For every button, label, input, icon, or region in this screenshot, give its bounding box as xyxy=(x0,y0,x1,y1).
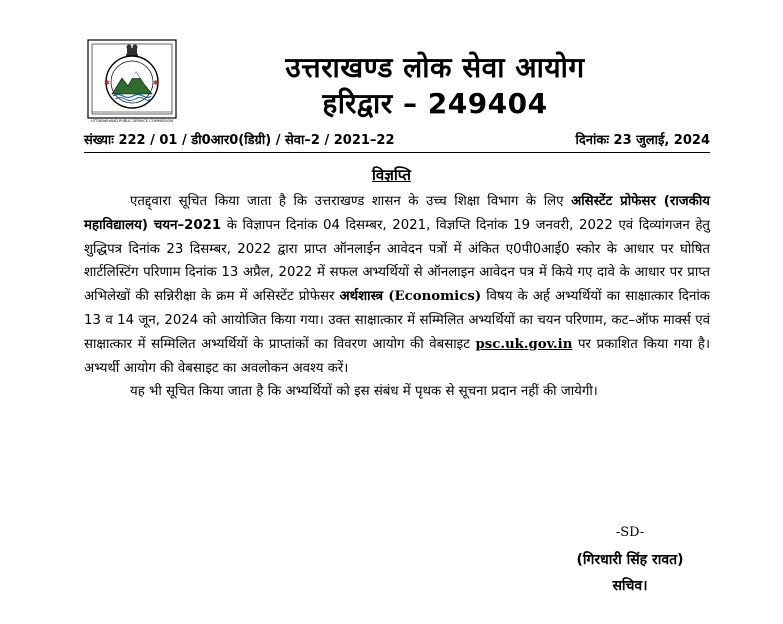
svg-text:✱: ✱ xyxy=(104,79,110,87)
signature-sd: -SD- xyxy=(615,525,645,540)
p1-details: के विज्ञापन दिनांक 04 दिसम्बर, 2021, विज्ञप्ति दिनांक 19 जनवरी, 2022 एवं दिव्यांगजन हेतु शुद्धिपत्र दिनांक 23 दिसम्बर, 2022 द्वारा प्राप्त ऑनलाईन आवेदन पत्रों में अंकित ए0पी0आई0 स्कोर के आधार पर घोषित शार्टलिस्टिंग परिणाम दिनांक 13 अप्रैल, 2022 में सफल अभ्यर्थियों से ऑनलाइन आवेदन पत्र में किये गए दावे के आधार पर प्राप्त अभिलेखों की सन्निरीक्षा के क्रम में असिस्टेंट प्रोफेसर xyxy=(84,217,710,305)
p1-interview: विषय के अर्ह अभ्यर्थियों का साक्षात्कार दिनांक 13 व 14 जून, 2024 को आयोजित किया गया। उक्त साक्षात्कार में सम्मिलित अभ्यर्थियों का चयन परिणाम, कट–ऑफ मार्क्स एवं साक्षात्कार में सम्मिलित अभ्यर्थियों के प्राप्तांकों का विवरण आयोग की वेबसाइट xyxy=(84,289,710,352)
reference-number: संख्याः 222 / 01 / डी0आर0(डिग्री) / सेवा–2 / 2021–22 xyxy=(84,133,395,148)
reference-date: दिनांकः 23 जुलाई, 2024 xyxy=(575,133,710,148)
notice-paragraph-2: यह भी सूचित किया जाता है कि अभ्यर्थियों को इस संबंध में पृथक से सूचना प्रदान नहीं की जायेगी। xyxy=(130,384,598,400)
svg-text:✱: ✱ xyxy=(153,79,159,87)
signatory-designation: सचिव। xyxy=(612,578,648,594)
notice-paragraph-1 xyxy=(84,190,710,380)
org-city-pin: हरिद्वार – 249404 xyxy=(322,87,548,120)
post-name: असिस्टेंट प्रोफेसर (राजकीय महाविद्यालय) चयन–2021 xyxy=(84,194,710,233)
p1-intro: एतद्द्वारा सूचित किया जाता है कि उत्तराखण्ड शासन के उच्च शिक्षा विभाग के लिए xyxy=(130,194,564,209)
website-link[interactable]: psc.uk.gov.in xyxy=(475,336,573,352)
subject-name-english: (Economics) xyxy=(388,289,482,305)
logo-caption: UTTARAKHAND PUBLIC SERVICE COMMISSION xyxy=(90,119,174,123)
notice-heading: विज्ञप्ति xyxy=(372,166,411,184)
org-name: उत्तराखण्ड लोक सेवा आयोग xyxy=(285,51,585,84)
signatory-name: (गिरधारी सिंह रावत) xyxy=(576,552,684,568)
subject-name: अर्थशास्त्र xyxy=(339,289,384,305)
notice-body xyxy=(84,190,710,404)
reference-line xyxy=(84,130,710,150)
header-divider xyxy=(84,152,710,153)
p1-closing: पर प्रकाशित किया गया है। अभ्यर्थी आयोग की वेबसाइट का अवलोकन अवश्य करें। xyxy=(84,336,711,376)
commission-logo xyxy=(82,38,182,126)
